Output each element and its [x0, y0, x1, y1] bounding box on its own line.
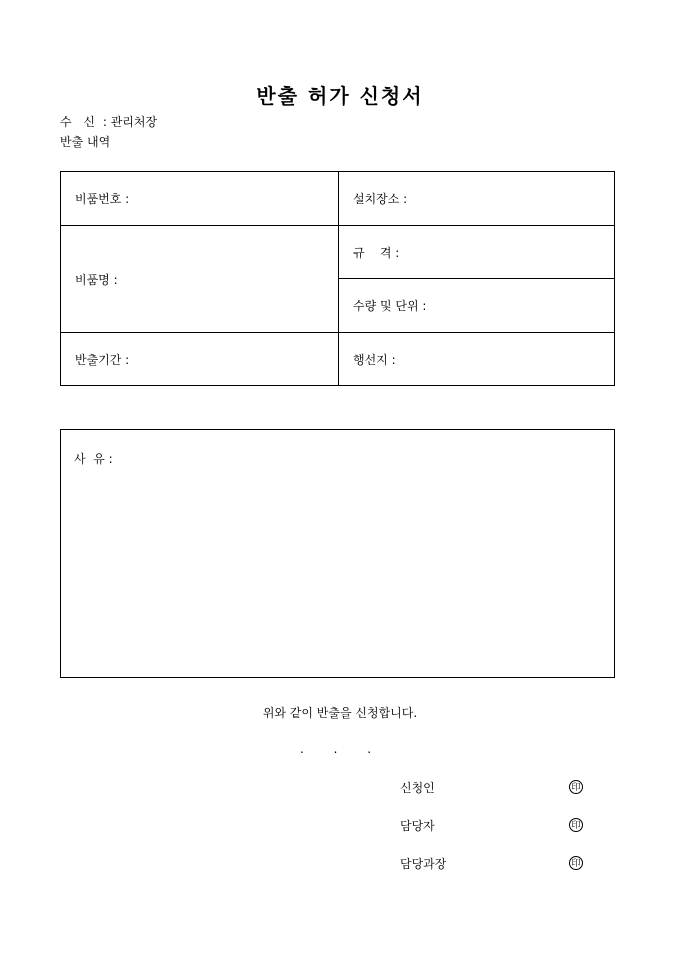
reason-label: 사 유 : — [74, 452, 113, 466]
signature-label-staff: 담당자 — [400, 819, 435, 833]
seal-icon: 印 — [569, 856, 583, 870]
recipient-line — [60, 113, 157, 130]
specification-cell: 규 격 : — [339, 226, 615, 279]
quantity-unit-cell: 수량 및 단위 : — [339, 279, 615, 333]
recipient-label: 수 신 — [60, 115, 99, 129]
seal-icon: 印 — [569, 818, 583, 832]
section-label: 반출 내역 — [60, 135, 111, 149]
seal-icon: 印 — [569, 780, 583, 794]
signature-label-applicant: 신청인 — [400, 781, 435, 795]
items-table — [60, 171, 615, 386]
item-name-cell: 비품명 : — [61, 226, 339, 333]
recipient-separator: : — [102, 115, 111, 129]
removal-period-cell: 반출기간 : — [61, 333, 339, 386]
item-number-cell: 비품번호 : — [61, 172, 339, 226]
document-title: 반출 허가 신청서 — [256, 84, 424, 108]
recipient-value: 관리처장 — [110, 115, 158, 129]
signature-label-manager: 담당과장 — [400, 857, 447, 871]
install-location-cell: 설치장소 : — [339, 172, 615, 226]
destination-cell: 행선지 : — [339, 333, 615, 386]
date-line: . . . — [300, 742, 372, 756]
application-statement: 위와 같이 반출을 신청합니다. — [262, 706, 418, 720]
reason-box — [60, 429, 615, 678]
